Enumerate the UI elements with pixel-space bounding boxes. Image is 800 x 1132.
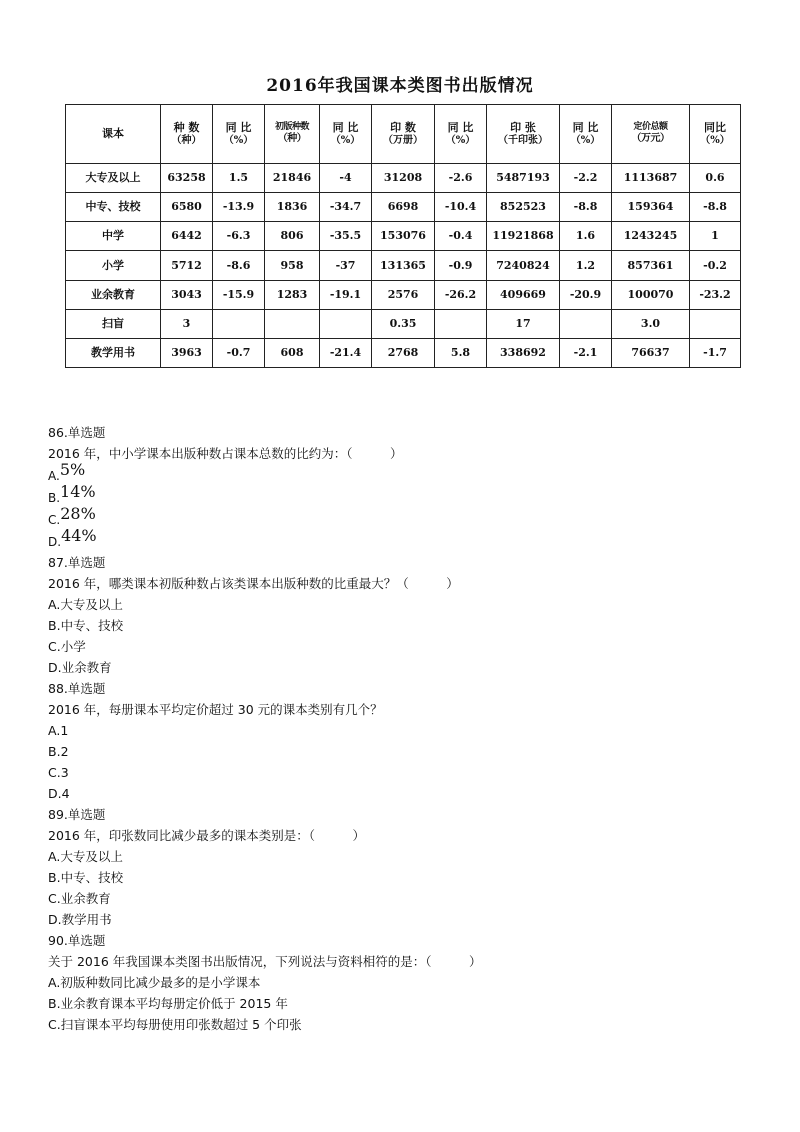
table-cell: -21.4 [320, 338, 372, 367]
table-cell: 1836 [265, 193, 320, 222]
table-cell: 3 [161, 309, 213, 338]
question-stem: 2016 年，印张数同比减少最多的课本类别是：（ ） [48, 828, 366, 843]
table-cell: -13.9 [213, 193, 265, 222]
table-cell: 3963 [161, 338, 213, 367]
table-cell: -8.8 [690, 193, 741, 222]
table-cell: -1.7 [690, 338, 741, 367]
table-cell: 63258 [161, 164, 213, 193]
table-cell: -34.7 [320, 193, 372, 222]
option-a[interactable]: A.5% [48, 460, 86, 483]
table-cell: 958 [265, 251, 320, 280]
option-d[interactable]: D.44% [48, 526, 97, 549]
option-b[interactable]: B.业余教育课本平均每册定价低于 2015 年 [48, 996, 288, 1011]
table-cell: 5.8 [435, 338, 487, 367]
table-cell: -0.7 [213, 338, 265, 367]
table-cell: -6.3 [213, 222, 265, 251]
statistics-table [65, 104, 741, 368]
table-cell: 中学 [66, 222, 161, 251]
table-cell: 1243245 [612, 222, 690, 251]
table-cell: 0.35 [372, 309, 435, 338]
table-row [66, 309, 741, 338]
table-cell: 1283 [265, 280, 320, 309]
question-number: 90.单选题 [48, 933, 106, 948]
table-cell: 2768 [372, 338, 435, 367]
table-cell [435, 309, 487, 338]
header-cell: 同 比 （%） [213, 105, 265, 164]
option-b[interactable]: B.中专、技校 [48, 870, 124, 885]
table-cell: -20.9 [560, 280, 612, 309]
table-cell [265, 309, 320, 338]
table-cell: 1.6 [560, 222, 612, 251]
table-cell: -15.9 [213, 280, 265, 309]
question-number: 89.单选题 [48, 807, 106, 822]
header-cell: 种 数 （种） [161, 105, 213, 164]
table-cell: 409669 [487, 280, 560, 309]
question-list [48, 422, 768, 1035]
table-cell: 3.0 [612, 309, 690, 338]
table-row [66, 164, 741, 193]
table-cell: -26.2 [435, 280, 487, 309]
table-row [66, 251, 741, 280]
table-cell: 159364 [612, 193, 690, 222]
table-row [66, 280, 741, 309]
table-cell: 2576 [372, 280, 435, 309]
table-cell: 0.6 [690, 164, 741, 193]
question-stem: 2016 年，中小学课本出版种数占课本总数的比约为：（ ） [48, 446, 403, 461]
table-cell: 153076 [372, 222, 435, 251]
question-stem: 关于 2016 年我国课本类图书出版情况，下列说法与资料相符的是：（ ） [48, 954, 482, 969]
question-number: 88.单选题 [48, 681, 106, 696]
option-c[interactable]: C.3 [48, 765, 69, 780]
table-cell: 1.5 [213, 164, 265, 193]
table-title: 2016年我国课本类图书出版情况 [266, 76, 534, 96]
table-cell: 1113687 [612, 164, 690, 193]
table-cell: -2.1 [560, 338, 612, 367]
question-stem: 2016 年，每册课本平均定价超过 30 元的课本类别有几个？ [48, 702, 383, 717]
header-cell: 初版种数 （种） [265, 105, 320, 164]
table-cell: -8.8 [560, 193, 612, 222]
table-cell: 1 [690, 222, 741, 251]
option-d[interactable]: D.4 [48, 786, 70, 801]
option-c[interactable]: C.28% [48, 504, 96, 527]
option-b[interactable]: B.中专、技校 [48, 618, 124, 633]
option-b[interactable]: B.14% [48, 482, 96, 505]
table-cell: 5487193 [487, 164, 560, 193]
table-cell: 608 [265, 338, 320, 367]
question-number: 87.单选题 [48, 555, 106, 570]
table-cell: -23.2 [690, 280, 741, 309]
table-cell: -0.9 [435, 251, 487, 280]
option-a[interactable]: A.大专及以上 [48, 597, 123, 612]
table-cell: 131365 [372, 251, 435, 280]
table-cell: 5712 [161, 251, 213, 280]
header-cell: 课本 [66, 105, 161, 164]
table-cell: 31208 [372, 164, 435, 193]
option-a[interactable]: A.大专及以上 [48, 849, 123, 864]
table-header-row [66, 105, 741, 164]
table-cell: 17 [487, 309, 560, 338]
option-d[interactable]: D.业余教育 [48, 660, 112, 675]
table-cell: 857361 [612, 251, 690, 280]
option-c[interactable]: C.扫盲课本平均每册使用印张数超过 5 个印张 [48, 1017, 302, 1032]
table-cell: -19.1 [320, 280, 372, 309]
question-stem: 2016 年，哪类课本初版种数占该类课本出版种数的比重最大？（ ） [48, 576, 459, 591]
table-cell [560, 309, 612, 338]
table-row [66, 338, 741, 367]
table-cell: 教学用书 [66, 338, 161, 367]
header-cell: 同比 （%） [690, 105, 741, 164]
table-cell: -0.2 [690, 251, 741, 280]
option-a[interactable]: A.初版种数同比减少最多的是小学课本 [48, 975, 261, 990]
table-cell: -2.2 [560, 164, 612, 193]
table-cell: 21846 [265, 164, 320, 193]
option-c[interactable]: C.小学 [48, 639, 86, 654]
table-cell [320, 309, 372, 338]
table-cell: 6442 [161, 222, 213, 251]
table-cell: 3043 [161, 280, 213, 309]
table-cell: 100070 [612, 280, 690, 309]
table-cell: 扫盲 [66, 309, 161, 338]
table-cell: -8.6 [213, 251, 265, 280]
table-cell [690, 309, 741, 338]
table-cell: 业余教育 [66, 280, 161, 309]
option-d[interactable]: D.教学用书 [48, 912, 112, 927]
table-cell: 7240824 [487, 251, 560, 280]
header-cell: 同 比 （%） [320, 105, 372, 164]
table-cell: 中专、技校 [66, 193, 161, 222]
table-cell: -0.4 [435, 222, 487, 251]
table-cell: 806 [265, 222, 320, 251]
header-cell: 同 比 （%） [560, 105, 612, 164]
table-cell: 小学 [66, 251, 161, 280]
table-row [66, 222, 741, 251]
table-cell: 852523 [487, 193, 560, 222]
table-cell: 大专及以上 [66, 164, 161, 193]
header-cell: 同 比 （%） [435, 105, 487, 164]
table-cell: 11921868 [487, 222, 560, 251]
table-cell: 6580 [161, 193, 213, 222]
table-cell: -2.6 [435, 164, 487, 193]
option-c[interactable]: C.业余教育 [48, 891, 111, 906]
table-cell [213, 309, 265, 338]
header-cell: 定价总额 （万元） [612, 105, 690, 164]
question-number: 86.单选题 [48, 425, 106, 440]
table-cell: 76637 [612, 338, 690, 367]
header-cell: 印 数 （万册） [372, 105, 435, 164]
table-cell: 6698 [372, 193, 435, 222]
table-row [66, 193, 741, 222]
option-a[interactable]: A.1 [48, 723, 69, 738]
table-cell: 338692 [487, 338, 560, 367]
table-cell: -10.4 [435, 193, 487, 222]
header-cell: 印 张 （千印张） [487, 105, 560, 164]
table-cell: -37 [320, 251, 372, 280]
option-b[interactable]: B.2 [48, 744, 69, 759]
table-cell: -4 [320, 164, 372, 193]
table-cell: 1.2 [560, 251, 612, 280]
table-cell: -35.5 [320, 222, 372, 251]
